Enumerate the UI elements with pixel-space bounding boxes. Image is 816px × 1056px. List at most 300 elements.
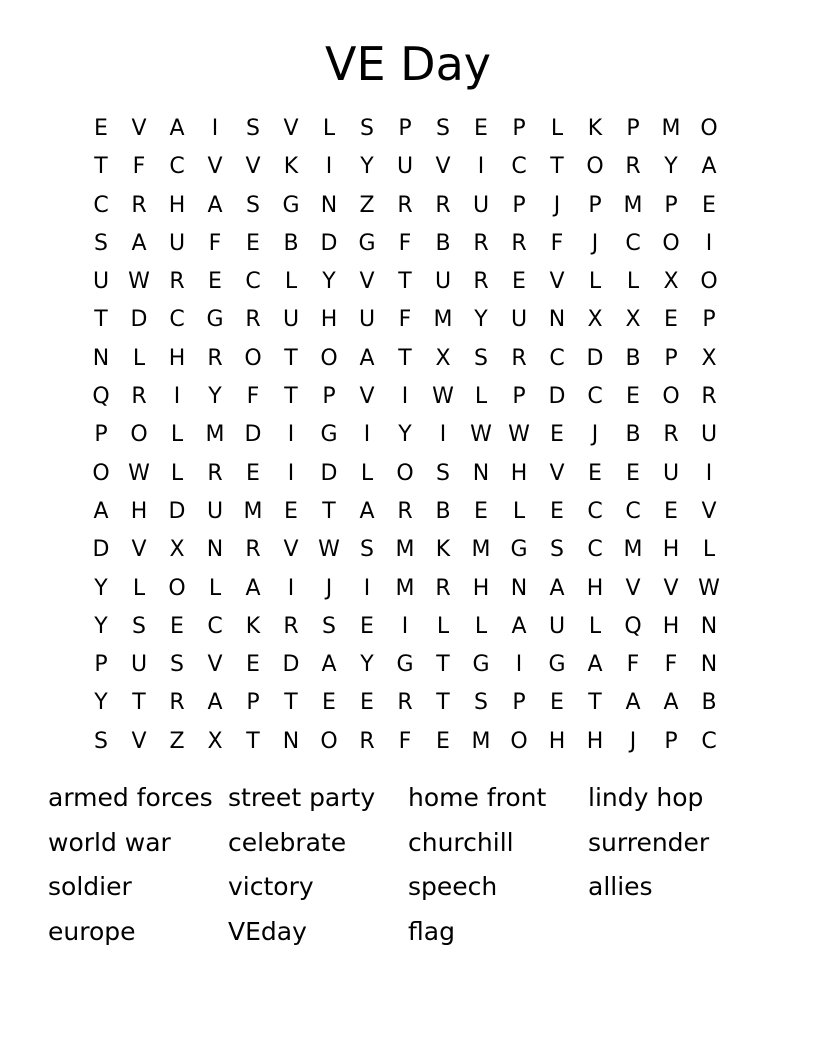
grid-letter: P xyxy=(398,116,412,141)
grid-letter: T xyxy=(322,498,336,524)
grid-letter: R xyxy=(169,690,185,716)
grid-letter: H xyxy=(168,192,186,218)
grid-letter: E xyxy=(512,269,526,295)
grid-letter: N xyxy=(700,613,718,639)
grid-letter: F xyxy=(550,230,564,256)
grid-letter: R xyxy=(511,230,527,256)
grid-letter: T xyxy=(436,690,450,716)
grid-row xyxy=(82,110,728,148)
grid-letter: W xyxy=(508,422,530,448)
grid-letter: R xyxy=(169,269,185,295)
grid-letter: S xyxy=(94,728,108,754)
grid-letter: S xyxy=(132,613,146,639)
grid-letter: I xyxy=(705,230,713,256)
grid-letter: E xyxy=(626,460,640,486)
grid-letter: S xyxy=(170,652,184,678)
word-list xyxy=(48,776,768,955)
grid-letter: S xyxy=(550,537,564,563)
grid-letter: N xyxy=(206,537,224,563)
grid-letter: T xyxy=(246,728,260,754)
grid-letter: V xyxy=(283,116,299,141)
grid-letter: O xyxy=(700,116,718,141)
grid-letter: P xyxy=(246,690,260,716)
grid-letter: Y xyxy=(360,652,374,678)
grid-letter: X xyxy=(625,307,641,333)
grid-letter: A xyxy=(663,690,679,716)
grid-letter: S xyxy=(360,537,374,563)
grid-letter: Y xyxy=(208,384,222,410)
grid-letter: W xyxy=(128,269,150,295)
grid-letter: M xyxy=(395,537,415,563)
grid-letter: K xyxy=(283,154,299,180)
grid-letter: R xyxy=(435,575,451,601)
grid-letter: O xyxy=(700,269,718,295)
grid-letter: R xyxy=(435,192,451,218)
grid-letter: D xyxy=(320,230,338,256)
grid-letter: E xyxy=(284,498,298,524)
grid-letter: S xyxy=(474,690,488,716)
grid-letter: E xyxy=(626,384,640,410)
grid-letter: A xyxy=(169,116,185,141)
grid-letter: U xyxy=(168,230,186,256)
grid-letter: R xyxy=(397,498,413,524)
grid-letter: T xyxy=(588,690,602,716)
grid-letter: R xyxy=(663,422,679,448)
grid-letter: H xyxy=(662,613,680,639)
grid-letter: P xyxy=(512,690,526,716)
grid-letter: L xyxy=(208,575,222,601)
grid-letter: S xyxy=(246,192,260,218)
grid-letter: M xyxy=(661,116,681,141)
grid-letter: O xyxy=(168,575,186,601)
grid-letter: B xyxy=(283,230,299,256)
grid-letter: Y xyxy=(360,154,374,180)
grid-letter: F xyxy=(246,384,260,410)
grid-letter: E xyxy=(246,652,260,678)
grid-letter: U xyxy=(396,154,414,180)
grid-letter: V xyxy=(701,498,717,524)
grid-letter: C xyxy=(587,537,603,563)
grid-letter: L xyxy=(474,384,488,410)
grid-letter: L xyxy=(474,613,488,639)
grid-row xyxy=(82,416,728,454)
grid-letter: L xyxy=(170,422,184,448)
word-list-item: allies xyxy=(588,872,653,902)
grid-letter: I xyxy=(287,460,295,486)
grid-letter: M xyxy=(243,498,263,524)
grid-letter: G xyxy=(548,652,566,678)
grid-letter: T xyxy=(284,384,298,410)
grid-letter: J xyxy=(325,575,333,601)
word-list-item: speech xyxy=(408,872,498,902)
grid-letter: V xyxy=(131,728,147,754)
grid-letter: F xyxy=(626,652,640,678)
grid-letter: U xyxy=(434,269,452,295)
grid-letter: A xyxy=(549,575,565,601)
grid-letter: M xyxy=(471,537,491,563)
grid-letter: R xyxy=(473,230,489,256)
grid-letter: O xyxy=(662,384,680,410)
grid-letter: I xyxy=(363,422,371,448)
grid-letter: L xyxy=(512,498,526,524)
grid-letter: N xyxy=(700,652,718,678)
grid-letter: O xyxy=(92,460,110,486)
grid-letter: R xyxy=(397,192,413,218)
grid-letter: L xyxy=(132,575,146,601)
grid-letter: P xyxy=(626,116,640,141)
grid-letter: P xyxy=(588,192,602,218)
grid-letter: E xyxy=(94,116,108,141)
grid-letter: I xyxy=(173,384,181,410)
grid-letter: S xyxy=(474,345,488,371)
grid-letter: Y xyxy=(398,422,412,448)
grid-letter: R xyxy=(625,154,641,180)
grid-letter: E xyxy=(246,460,260,486)
grid-letter: N xyxy=(510,575,528,601)
grid-row xyxy=(82,340,728,378)
grid-letter: M xyxy=(433,307,453,333)
word-list-item: lindy hop xyxy=(588,783,704,812)
grid-letter: R xyxy=(245,537,261,563)
grid-letter: E xyxy=(664,307,678,333)
grid-row xyxy=(82,301,728,339)
grid-letter: D xyxy=(320,460,338,486)
grid-letter: G xyxy=(472,652,490,678)
grid-letter: W xyxy=(128,460,150,486)
word-list-item: home front xyxy=(408,783,547,812)
grid-letter: P xyxy=(94,652,108,678)
grid-letter: E xyxy=(550,498,564,524)
grid-row xyxy=(82,684,728,722)
grid-letter: X xyxy=(587,307,603,333)
grid-letter: T xyxy=(550,154,564,180)
grid-letter: L xyxy=(322,116,336,141)
grid-letter: C xyxy=(587,498,603,524)
grid-letter: R xyxy=(359,728,375,754)
grid-letter: V xyxy=(625,575,641,601)
grid-letter: L xyxy=(132,345,146,371)
grid-letter: M xyxy=(623,537,643,563)
grid-letter: P xyxy=(512,192,526,218)
grid-letter: L xyxy=(550,116,564,141)
word-list-item: victory xyxy=(228,872,314,902)
grid-letter: P xyxy=(512,384,526,410)
grid-letter: Z xyxy=(169,728,185,754)
grid-letter: E xyxy=(360,613,374,639)
grid-letter: F xyxy=(398,307,412,333)
grid-letter: I xyxy=(477,154,485,180)
grid-letter: V xyxy=(549,460,565,486)
grid-letter: R xyxy=(473,269,489,295)
grid-letter: U xyxy=(472,192,490,218)
grid-letter: I xyxy=(439,422,447,448)
grid-letter: O xyxy=(396,460,414,486)
grid-letter: E xyxy=(588,460,602,486)
grid-letter: O xyxy=(244,345,262,371)
grid-letter: T xyxy=(398,345,412,371)
grid-letter: F xyxy=(398,230,412,256)
grid-letter: H xyxy=(130,498,148,524)
grid-letter: C xyxy=(93,192,109,218)
grid-letter: A xyxy=(131,230,147,256)
grid-letter: V xyxy=(245,154,261,180)
grid-letter: S xyxy=(322,613,336,639)
grid-letter: F xyxy=(398,728,412,754)
grid-letter: H xyxy=(548,728,566,754)
grid-row xyxy=(82,531,728,569)
word-list-item: churchill xyxy=(408,827,514,857)
grid-letter: V xyxy=(549,269,565,295)
grid-letter: X xyxy=(169,537,185,563)
grid-letter: P xyxy=(664,192,678,218)
grid-letter: R xyxy=(131,384,147,410)
grid-letter: A xyxy=(359,498,375,524)
grid-letter: D xyxy=(130,307,148,333)
grid-letter: B xyxy=(625,345,641,371)
grid-letter: M xyxy=(471,728,491,754)
grid-letter: C xyxy=(701,728,717,754)
grid-letter: G xyxy=(206,307,224,333)
grid-letter: L xyxy=(702,537,716,563)
grid-letter: X xyxy=(435,345,451,371)
grid-letter: R xyxy=(245,307,261,333)
grid-letter: O xyxy=(320,345,338,371)
grid-letter: C xyxy=(207,613,223,639)
grid-letter: B xyxy=(435,230,451,256)
grid-letter: R xyxy=(511,345,527,371)
grid-letter: U xyxy=(510,307,528,333)
grid-letter: S xyxy=(94,230,108,256)
grid-letter: Y xyxy=(94,690,108,716)
grid-row xyxy=(82,723,728,761)
grid-row xyxy=(82,225,728,263)
grid-letter: U xyxy=(206,498,224,524)
grid-row xyxy=(82,455,728,493)
grid-letter: W xyxy=(698,575,720,601)
grid-letter: N xyxy=(472,460,490,486)
grid-letter: R xyxy=(207,345,223,371)
grid-letter: V xyxy=(359,269,375,295)
grid-letter: S xyxy=(360,116,374,141)
grid-letter: M xyxy=(395,575,415,601)
grid-letter: Y xyxy=(474,307,488,333)
grid-letter: K xyxy=(435,537,451,563)
grid-letter: D xyxy=(244,422,262,448)
grid-letter: E xyxy=(664,498,678,524)
grid-letter: A xyxy=(701,154,717,180)
grid-letter: V xyxy=(207,652,223,678)
grid-letter: U xyxy=(548,613,566,639)
grid-letter: E xyxy=(474,116,488,141)
grid-letter: P xyxy=(512,116,526,141)
grid-letter: G xyxy=(320,422,338,448)
grid-letter: H xyxy=(662,537,680,563)
grid-letter: T xyxy=(398,269,412,295)
grid-letter: C xyxy=(625,498,641,524)
grid-letter: J xyxy=(591,422,599,448)
grid-letter: H xyxy=(586,728,604,754)
grid-letter: Q xyxy=(624,613,642,639)
grid-letter: I xyxy=(287,422,295,448)
grid-letter: K xyxy=(245,613,261,639)
grid-letter: G xyxy=(282,192,300,218)
grid-letter: A xyxy=(321,652,337,678)
grid-letter: H xyxy=(168,345,186,371)
grid-row xyxy=(82,263,728,301)
grid-letter: A xyxy=(207,192,223,218)
grid-letter: T xyxy=(436,652,450,678)
grid-letter: H xyxy=(320,307,338,333)
word-list-item: surrender xyxy=(588,827,710,857)
grid-letter: E xyxy=(246,230,260,256)
grid-letter: O xyxy=(510,728,528,754)
grid-letter: P xyxy=(322,384,336,410)
grid-letter: T xyxy=(94,154,108,180)
grid-letter: R xyxy=(131,192,147,218)
grid-letter: O xyxy=(662,230,680,256)
word-list-item: armed forces xyxy=(48,783,213,812)
grid-letter: T xyxy=(284,345,298,371)
grid-letter: W xyxy=(318,537,340,563)
word-list-item: street party xyxy=(228,783,376,812)
grid-letter: C xyxy=(549,345,565,371)
word-list-item: europe xyxy=(48,917,136,947)
grid-letter: D xyxy=(548,384,566,410)
grid-letter: J xyxy=(629,728,637,754)
grid-letter: Y xyxy=(322,269,336,295)
grid-letter: C xyxy=(169,154,185,180)
grid-letter: B xyxy=(625,422,641,448)
grid-letter: V xyxy=(207,154,223,180)
grid-letter: B xyxy=(701,690,717,716)
grid-letter: B xyxy=(435,498,451,524)
grid-letter: R xyxy=(207,460,223,486)
grid-letter: F xyxy=(664,652,678,678)
grid-letter: P xyxy=(664,345,678,371)
grid-letter: D xyxy=(92,537,110,563)
word-list-item: soldier xyxy=(48,872,132,902)
grid-letter: I xyxy=(705,460,713,486)
grid-letter: G xyxy=(510,537,528,563)
grid-letter: N xyxy=(548,307,566,333)
grid-row xyxy=(82,187,728,225)
grid-letter: F xyxy=(132,154,146,180)
grid-letter: M xyxy=(623,192,643,218)
grid-row xyxy=(82,378,728,416)
grid-letter: H xyxy=(586,575,604,601)
grid-letter: V xyxy=(283,537,299,563)
grid-letter: X xyxy=(701,345,717,371)
grid-letter: O xyxy=(586,154,604,180)
grid-row xyxy=(82,608,728,646)
grid-letter: U xyxy=(92,269,110,295)
grid-letter: L xyxy=(170,460,184,486)
grid-letter: N xyxy=(282,728,300,754)
grid-letter: V xyxy=(435,154,451,180)
grid-row xyxy=(82,570,728,608)
grid-letter: Z xyxy=(359,192,375,218)
grid-letter: O xyxy=(130,422,148,448)
grid-letter: V xyxy=(359,384,375,410)
grid-letter: E xyxy=(474,498,488,524)
grid-letter: E xyxy=(702,192,716,218)
grid-letter: J xyxy=(553,192,561,218)
page-title: VE Day xyxy=(325,37,491,91)
grid-letter: S xyxy=(436,116,450,141)
grid-letter: L xyxy=(588,269,602,295)
grid-letter: P xyxy=(702,307,716,333)
grid-letter: L xyxy=(626,269,640,295)
grid-letter: I xyxy=(325,154,333,180)
grid-letter: T xyxy=(94,307,108,333)
grid-letter: V xyxy=(131,116,147,141)
word-list-item: world war xyxy=(48,827,171,857)
grid-letter: H xyxy=(510,460,528,486)
grid-letter: U xyxy=(130,652,148,678)
word-list-item: celebrate xyxy=(228,827,347,857)
grid-letter: A xyxy=(359,345,375,371)
grid-letter: W xyxy=(432,384,454,410)
grid-letter: A xyxy=(93,498,109,524)
grid-letter: P xyxy=(664,728,678,754)
grid-letter: F xyxy=(208,230,222,256)
grid-letter: E xyxy=(360,690,374,716)
grid-row xyxy=(82,493,728,531)
grid-row xyxy=(82,646,728,684)
grid-letter: E xyxy=(550,690,564,716)
grid-letter: R xyxy=(283,613,299,639)
grid-letter: S xyxy=(246,116,260,141)
grid-letter: M xyxy=(205,422,225,448)
grid-letter: A xyxy=(245,575,261,601)
grid-letter: G xyxy=(396,652,414,678)
grid-letter: Y xyxy=(664,154,678,180)
grid-letter: N xyxy=(92,345,110,371)
grid-letter: I xyxy=(363,575,371,601)
grid-letter: Y xyxy=(94,613,108,639)
grid-letter: I xyxy=(401,613,409,639)
grid-letter: U xyxy=(358,307,376,333)
grid-letter: L xyxy=(284,269,298,295)
grid-letter: Q xyxy=(92,384,110,410)
word-list-item: VEday xyxy=(228,917,307,947)
grid-letter: W xyxy=(470,422,492,448)
grid-letter: I xyxy=(211,116,219,141)
grid-letter: X xyxy=(207,728,223,754)
grid-letter: P xyxy=(94,422,108,448)
grid-letter: C xyxy=(511,154,527,180)
grid-letter: C xyxy=(625,230,641,256)
grid-letter: C xyxy=(169,307,185,333)
grid-letter: T xyxy=(132,690,146,716)
grid-letter: A xyxy=(587,652,603,678)
grid-letter: I xyxy=(401,384,409,410)
grid-letter: E xyxy=(208,269,222,295)
grid-letter: D xyxy=(282,652,300,678)
grid-letter: A xyxy=(207,690,223,716)
grid-letter: C xyxy=(587,384,603,410)
grid-letter: Y xyxy=(94,575,108,601)
grid-letter: E xyxy=(550,422,564,448)
grid-letter: L xyxy=(360,460,374,486)
grid-letter: I xyxy=(287,575,295,601)
grid-letter: E xyxy=(322,690,336,716)
grid-letter: K xyxy=(587,116,603,141)
grid-letter: E xyxy=(170,613,184,639)
grid-letter: G xyxy=(358,230,376,256)
grid-letter: S xyxy=(436,460,450,486)
word-list-item: flag xyxy=(408,917,455,947)
